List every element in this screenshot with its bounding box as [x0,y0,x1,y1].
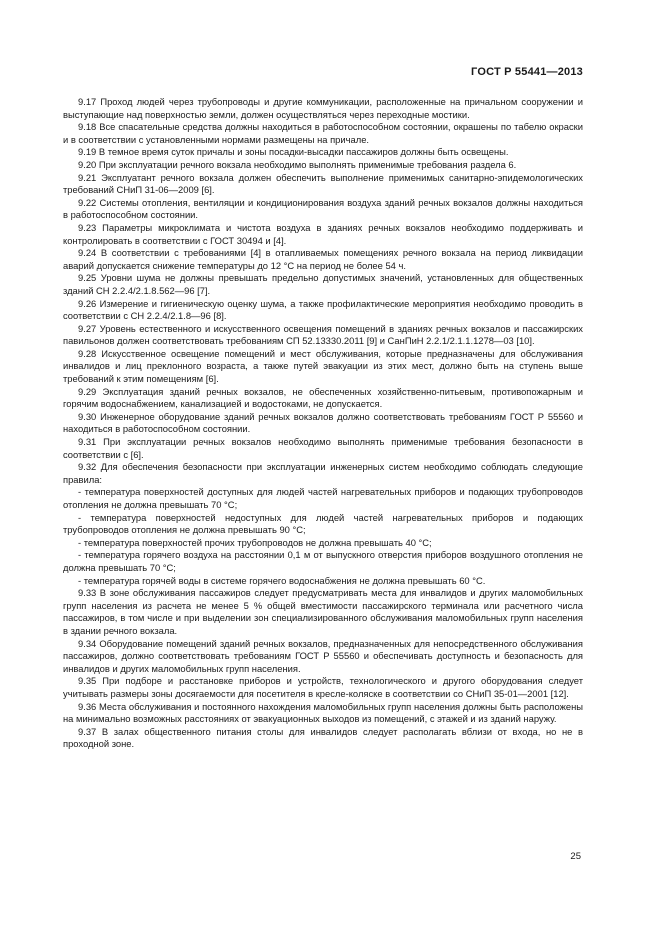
clause-9-24: 9.24 В соответствии с требованиями [4] в отапливаемых помещениях речного вокзала на период ликвидации аварий допускается снижение температуры до 12 °С на период не более 54 ч. [63,247,583,271]
clause-9-31: 9.31 При эксплуатации речных вокзалов необходимо выполнять применимые требования безопасности в соответствии с [6]. [63,436,583,460]
clause-9-34: 9.34 Оборудование помещений зданий речных вокзалов, предназначенных для непосредственного обслуживания пассажиров, должно соответствовать требованиям ГОСТ Р 55560 и обеспечивать доступность и безопасность для инвалидов и других маломобильных групп населения. [63,637,583,674]
clause-9-37: 9.37 В залах общественного питания столы для инвалидов следует располагать вблизи от входа, но не в проходной зоне. [63,725,583,750]
clause-9-22: 9.22 Системы отопления, вентиляции и кондиционирования воздуха зданий речных вокзалов должны находиться в работоспособном состоянии. [63,196,583,221]
page-number: 25 [570,851,581,862]
clause-9-23: 9.23 Параметры микроклимата и чистота воздуха в зданиях речных вокзалов необходимо поддерживать и контролировать в соответствии с ГОСТ 30494 и [4]. [63,221,583,246]
clause-9-25: 9.25 Уровни шума не должны превышать предельно допустимых значений, установленных для общественных зданий СН 2.2.4/2.1.8.562—96 [7]. [63,272,583,296]
clause-9-19: 9.19 В темное время суток причалы и зоны посадки-высадки пассажиров должны быть освещены. [78,146,509,158]
list-item: - температура горячей воды в системе горячего водоснабжения не должна превышать 60 °С. [78,574,486,586]
list-item: - температура поверхностей прочих трубопроводов не должна превышать 40 °С; [78,536,432,548]
clause-9-28: 9.28 Искусственное освещение помещений и мест обслуживания, которые предназначены для обслуживания инвалидов и лиц преклонного возраста, а также путей эвакуации из этих мест, должно быть на ступень выше требований к этим помещениям [6]. [63,347,583,385]
clause-9-26: 9.26 Измерение и гигиеническую оценку шума, а также профилактические мероприятия необходимо проводить в соответствии с СН 2.2.4/2.1.8—96 [8]. [63,297,583,322]
clause-9-35: 9.35 При подборе и расстановке приборов и устройств, технологического и другого оборудования следует учитывать размеры зоны досягаемости для посетителя в кресле-коляске в соответствии со СНиП 35-01—2001 [12]. [63,675,583,699]
clause-9-20: 9.20 При эксплуатации речного вокзала необходимо выполнять применимые требования раздела 6. [78,158,517,170]
clause-9-27: 9.27 Уровень естественного и искусственного освещения помещений в зданиях речных вокзалов и пассажирских павильонов должен соответствовать требованиям СП 52.13330.2011 [9] и СанПиН 2.2.1/2.1.1.1278—03 [10]. [63,322,583,347]
list-item: - температура горячего воздуха на расстоянии 0,1 м от выпускного отверстия приборов воздушного отопления не должна превышать 70 °С; [63,549,583,573]
document-body [63,96,583,751]
clause-9-21: 9.21 Эксплуатант речного вокзала должен обеспечить выполнение применимых санитарно-эпидемологических требований СНиП 31-06—2009 [6]. [63,171,583,196]
clause-9-33: 9.33 В зоне обслуживания пассажиров следует предусматривать места для инвалидов и других маломобильных групп населения из расчета не менее 5 % общей вместимости пассажирского терминала или расчетного числа пассажиров, в том числе и при выделении зон специализированного обслуживания маломобильных групп населения в здании речного вокзала. [63,587,583,636]
clause-9-17: 9.17 Проход людей через трубопроводы и другие коммуникации, расположенные на причальном сооружении и выступающие над поверхностью земли, должен осуществляться через переходные мостики. [63,96,583,120]
clause-9-29: 9.29 Эксплуатация зданий речных вокзалов, не обеспеченных хозяйственно-питьевым, противопожарным и горячим водоснабжением, канализацией и водостоками, не допускается. [63,385,583,410]
clause-9-18: 9.18 Все спасательные средства должны находиться в работоспособном состоянии, окрашены по табелю окраски и в соответствии с установленными нормами размещены на причале. [63,121,583,145]
list-item: - температура поверхностей недоступных для людей частей нагревательных приборов и подающих трубопроводов отопления не должна превышать 90 °С; [63,511,583,536]
clause-9-30: 9.30 Инженерное оборудование зданий речных вокзалов должно соответствовать требованиям ГОСТ Р 55560 и находиться в работоспособном состоянии. [63,410,583,435]
clause-9-36: 9.36 Места обслуживания и постоянного нахождения маломобильных групп населения должны быть расположены на минимально возможных расстояниях от эвакуационных выходов из помещений, с этажей и из зданий наружу. [63,700,583,725]
document-header: ГОСТ Р 55441—2013 [471,66,583,78]
list-item: - температура поверхностей доступных для людей частей нагревательных приборов и подающих трубопроводов отопления не должна превышать 70 °С; [63,486,583,510]
clause-9-32: 9.32 Для обеспечения безопасности при эксплуатации инженерных систем необходимо соблюдать следующие правила: [63,461,583,485]
